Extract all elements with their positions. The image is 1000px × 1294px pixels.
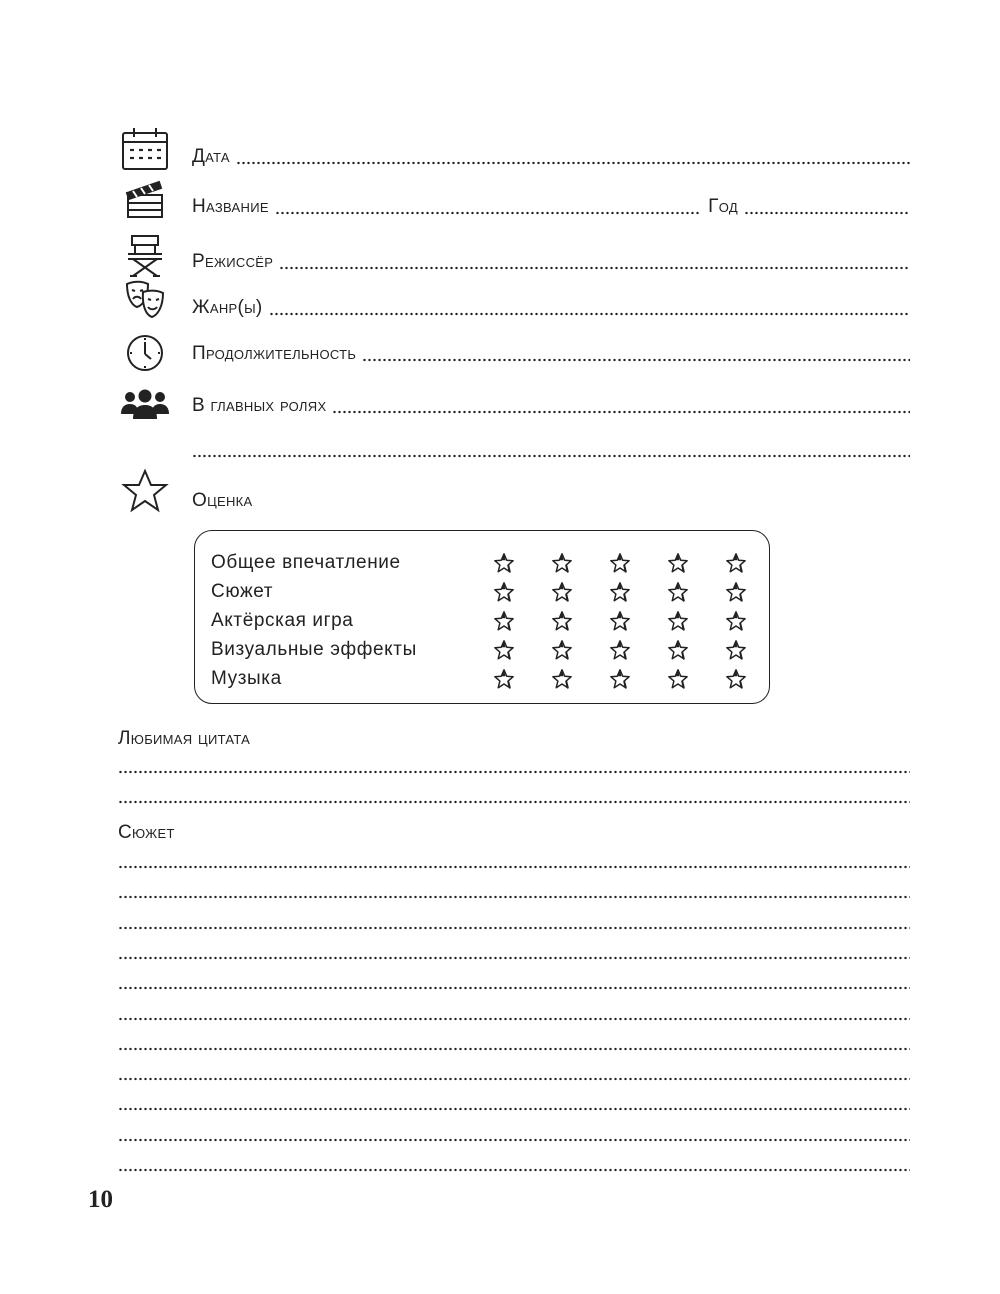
date-input-line[interactable] <box>236 161 910 165</box>
plot-input-line[interactable] <box>118 865 910 869</box>
rating-star-icon[interactable] <box>667 639 689 661</box>
plot-input-line[interactable] <box>118 926 910 930</box>
rating-category-label: Общее впечатление <box>211 552 401 573</box>
rating-stars <box>493 639 747 661</box>
rating-row <box>211 578 753 606</box>
rating-star-icon[interactable] <box>609 552 631 574</box>
calendar-icon <box>118 122 172 176</box>
rating-box <box>194 530 770 704</box>
plot-input-line[interactable] <box>118 895 910 899</box>
quote-label: Любимая цитата <box>118 728 251 749</box>
rating-star-icon[interactable] <box>551 668 573 690</box>
duration-label: Продолжительность <box>192 343 357 364</box>
rating-star-icon[interactable] <box>493 552 515 574</box>
rating-category-label: Сюжет <box>211 581 274 602</box>
rating-category-label: Музыка <box>211 668 282 689</box>
director-label: Режиссёр <box>192 251 274 272</box>
genre-input-line[interactable] <box>269 312 910 316</box>
theater-masks-icon <box>118 272 172 326</box>
rating-star-icon[interactable] <box>493 639 515 661</box>
title-input-line[interactable] <box>275 211 700 215</box>
quote-input-line[interactable] <box>118 800 910 804</box>
star-icon <box>118 464 172 518</box>
page-number: 10 <box>88 1186 113 1213</box>
plot-input-line[interactable] <box>118 1077 910 1081</box>
plot-input-line[interactable] <box>118 1138 910 1142</box>
title-label: Название <box>192 196 269 217</box>
duration-input-line[interactable] <box>362 358 910 362</box>
date-label: Дата <box>192 146 230 167</box>
plot-input-line[interactable] <box>118 1017 910 1021</box>
rating-label: Оценка <box>192 490 253 511</box>
rating-star-icon[interactable] <box>667 610 689 632</box>
quote-input-line[interactable] <box>118 770 910 774</box>
plot-input-line[interactable] <box>118 1107 910 1111</box>
rating-star-icon[interactable] <box>609 610 631 632</box>
rating-stars <box>493 610 747 632</box>
rating-star-icon[interactable] <box>667 581 689 603</box>
year-input-line[interactable] <box>744 211 910 215</box>
plot-input-line[interactable] <box>118 956 910 960</box>
title-field[interactable] <box>192 196 910 218</box>
rating-star-icon[interactable] <box>667 668 689 690</box>
year-label: Год <box>708 196 738 217</box>
clapperboard-icon <box>118 172 172 226</box>
genre-label: Жанр(ы) <box>192 297 263 318</box>
rating-star-icon[interactable] <box>551 639 573 661</box>
rating-row <box>211 665 753 693</box>
rating-star-icon[interactable] <box>609 668 631 690</box>
rating-row <box>211 607 753 635</box>
cast-input-line-2[interactable] <box>192 454 910 458</box>
rating-stars <box>493 552 747 574</box>
rating-star-icon[interactable] <box>725 552 747 574</box>
director-field[interactable] <box>192 251 910 273</box>
rating-row <box>211 549 753 577</box>
rating-stars <box>493 581 747 603</box>
plot-label: Сюжет <box>118 822 175 843</box>
rating-star-icon[interactable] <box>493 610 515 632</box>
clock-icon <box>118 326 172 380</box>
rating-star-icon[interactable] <box>551 610 573 632</box>
rating-star-icon[interactable] <box>725 668 747 690</box>
cast-input-line[interactable] <box>332 410 910 414</box>
plot-input-line[interactable] <box>118 1168 910 1172</box>
duration-field[interactable] <box>192 343 910 365</box>
rating-star-icon[interactable] <box>725 639 747 661</box>
rating-star-icon[interactable] <box>725 581 747 603</box>
rating-star-icon[interactable] <box>493 581 515 603</box>
rating-star-icon[interactable] <box>551 581 573 603</box>
genre-field[interactable] <box>192 297 910 319</box>
rating-row <box>211 636 753 664</box>
rating-star-icon[interactable] <box>667 552 689 574</box>
rating-star-icon[interactable] <box>493 668 515 690</box>
director-input-line[interactable] <box>279 266 910 270</box>
rating-star-icon[interactable] <box>609 639 631 661</box>
date-field[interactable] <box>192 146 910 168</box>
cast-field[interactable] <box>192 395 910 417</box>
cast-label: В главных ролях <box>192 395 327 416</box>
rating-star-icon[interactable] <box>725 610 747 632</box>
rating-category-label: Актёрская игра <box>211 610 354 631</box>
plot-input-line[interactable] <box>118 986 910 990</box>
plot-input-line[interactable] <box>118 1047 910 1051</box>
rating-category-label: Визуальные эффекты <box>211 639 417 660</box>
rating-star-icon[interactable] <box>551 552 573 574</box>
rating-star-icon[interactable] <box>609 581 631 603</box>
people-group-icon <box>118 378 172 432</box>
rating-stars <box>493 668 747 690</box>
